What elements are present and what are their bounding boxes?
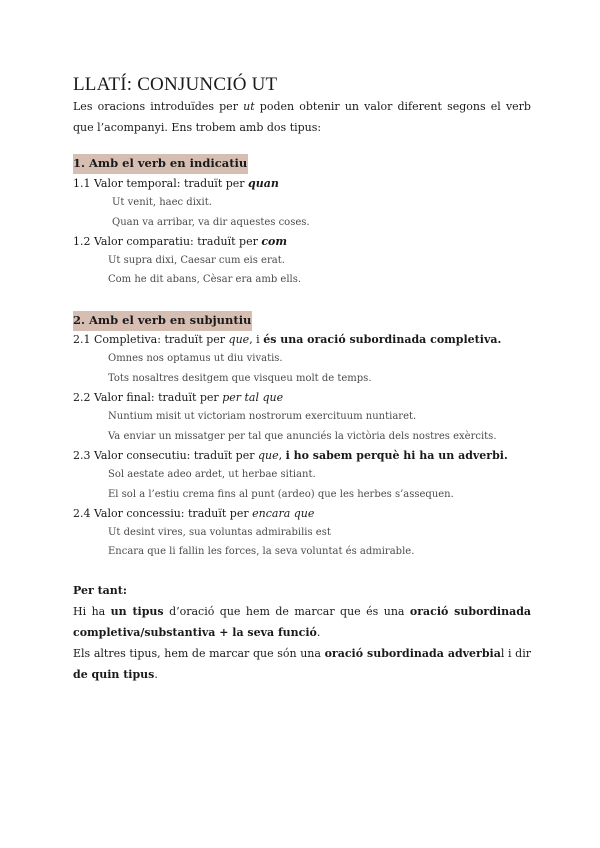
conclusion-p1-text: .	[316, 626, 321, 639]
section2-heading: 2. Amb el verb en subjuntiu	[73, 311, 252, 331]
item-2-2-label: 2.2 Valor final: traduït per	[73, 391, 223, 404]
example-latin: Ut venit, haec dixit.	[112, 197, 212, 208]
item-2-1	[73, 331, 501, 349]
item-2-1-label: 2.1 Completiva: traduït per	[73, 333, 229, 346]
item-2-4-label: 2.4 Valor concessiu: traduït per	[73, 507, 253, 520]
item-2-3-label: 2.3 Valor consecutiu: traduït per	[73, 449, 258, 462]
section1-heading: 1. Amb el verb en indicatiu	[73, 154, 248, 174]
item-1-2-label: 1.2 Valor comparatiu: traduït per	[73, 235, 262, 248]
example-translation: Va enviar un missatger per tal que anunciés la victòria dels nostres exèrcits.	[108, 431, 497, 442]
example-translation: Encara que li fallin les forces, la seva voluntat és admirable.	[108, 546, 415, 557]
item-2-4	[73, 505, 314, 523]
item-2-1-connector: , i	[249, 333, 264, 346]
item-2-3	[73, 447, 508, 465]
intro-text-before: Les oracions introduïdes per	[73, 100, 244, 113]
conclusion-p2-text: Els altres tipus, hem de marcar que són una	[73, 647, 325, 660]
item-2-2	[73, 389, 283, 407]
conclusion-p1-bold: oració subordinada completiva/substantiva + la seva funció	[73, 605, 532, 639]
example-latin: Sol aestate adeo ardet, ut herbae sitiant.	[108, 469, 316, 480]
example-latin: Ut desint vires, sua voluntas admirabilis est	[108, 527, 331, 538]
item-1-2	[73, 233, 287, 251]
page-title: LLATÍ: CONJUNCIÓ UT	[73, 74, 278, 95]
item-2-4-keyword: encara que	[252, 507, 315, 520]
conclusion-paragraph-2	[73, 643, 531, 685]
conclusion-p2-bold: de quin tipus	[73, 668, 155, 681]
conclusion-p1-bold: un tipus	[110, 605, 164, 618]
conclusion-p2-text: .	[154, 668, 158, 681]
item-1-2-keyword: com	[261, 235, 288, 248]
conclusion-paragraph-1	[73, 601, 531, 643]
example-latin: Ut supra dixi, Caesar cum eis erat.	[108, 255, 285, 266]
conclusion-p1-text: Hi ha	[73, 605, 111, 618]
item-1-1	[73, 175, 279, 193]
item-2-3-connector: ,	[278, 449, 286, 462]
item-2-1-keyword: que	[228, 333, 250, 346]
conclusion-p2-bold: oració subordinada adverbia	[324, 647, 501, 660]
conclusion-p2-text: l i dir	[500, 647, 531, 660]
example-latin: Omnes nos optamus ut diu vivatis.	[108, 353, 283, 364]
example-latin: Nuntium misit ut victoriam nostrorum exercituum nuntiaret.	[108, 411, 417, 422]
example-translation: Tots nosaltres desitgem que visqueu molt de temps.	[108, 373, 372, 384]
item-2-1-bold-tail: és una oració subordinada completiva.	[263, 333, 502, 346]
conclusion-heading: Per tant:	[73, 584, 127, 597]
item-2-3-bold-tail: i ho sabem perquè hi ha un adverbi.	[285, 449, 508, 462]
item-1-1-label: 1.1 Valor temporal: traduït per	[73, 177, 249, 190]
item-2-2-keyword: per tal que	[222, 391, 284, 404]
example-translation: Quan va arribar, va dir aquestes coses.	[112, 217, 310, 228]
intro-paragraph	[73, 96, 531, 138]
item-2-3-keyword: que	[257, 449, 279, 462]
example-translation: El sol a l’estiu crema fins al punt (ardeo) que les herbes s’assequen.	[108, 489, 454, 500]
intro-text-after: poden obtenir un valor diferent segons el verb que l’acompanyi. Ens trobem amb dos tipus:	[73, 100, 531, 134]
conclusion-p1-text: d’oració que hem de marcar que és una	[163, 605, 410, 618]
item-1-1-keyword: quan	[248, 177, 279, 190]
intro-ut: ut	[243, 100, 255, 113]
example-translation: Com he dit abans, Cèsar era amb ells.	[108, 274, 302, 285]
